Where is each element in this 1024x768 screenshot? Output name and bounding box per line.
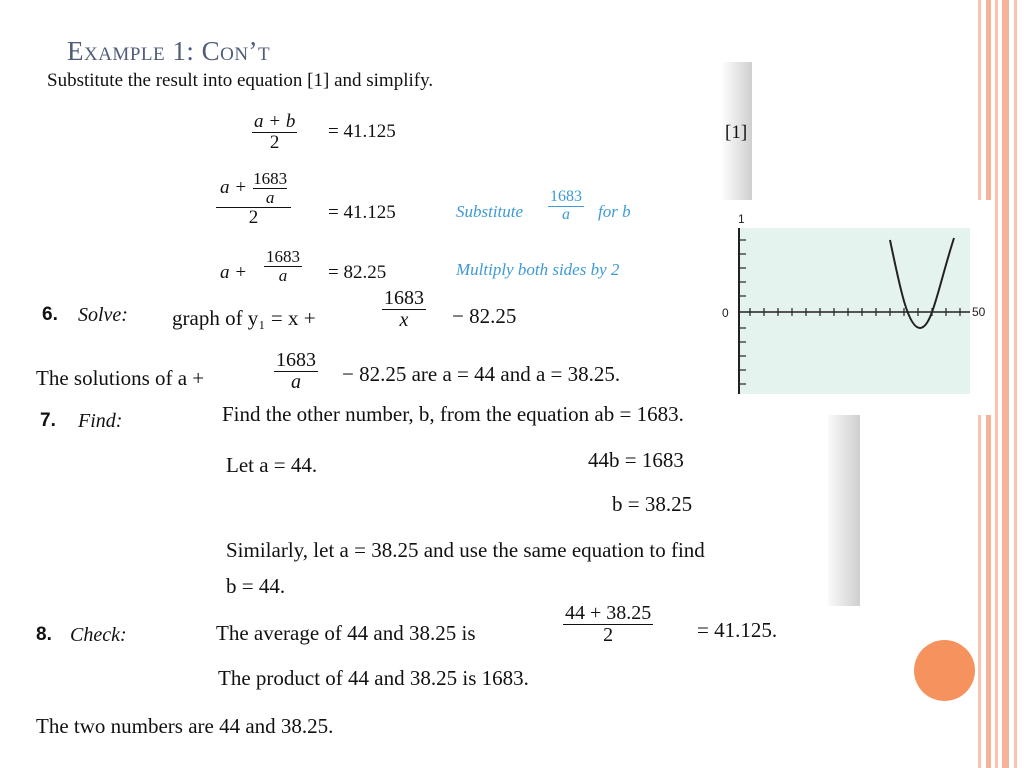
eq3-den: a (278, 265, 288, 285)
eq2-note-fraction (548, 189, 584, 224)
calculator-screen (738, 228, 970, 394)
scan-edge-shadow (828, 410, 860, 606)
eq2-note-tail: for b (598, 202, 631, 221)
solutions-lead: The solutions of a + (36, 366, 205, 390)
eq3-rhs: = 82.25 (328, 262, 387, 283)
eq3-lead: a + (220, 262, 248, 283)
step7-similar-1: Similarly, let a = 38.25 and use the same equation to find (226, 538, 705, 562)
step7-eq-a: 44b = 1683 (588, 448, 684, 472)
step7-eq-b: b = 38.25 (612, 492, 693, 516)
eq2-denominator: 2 (248, 206, 259, 228)
eq2-note-num: 1683 (550, 188, 582, 205)
graph-y-max-label: 1 (738, 212, 745, 226)
eq1-tag: [1] (725, 122, 748, 143)
step8-avg-fraction (563, 603, 653, 646)
solutions-num: 1683 (276, 349, 316, 371)
intro-text: Substitute the result into equation [1] and simplify. (47, 70, 434, 91)
eq1-denominator: 2 (269, 131, 280, 153)
step6-fraction (382, 288, 426, 331)
eq3-num: 1683 (266, 247, 300, 266)
step6-number: 6. (42, 304, 58, 325)
conclusion-text: The two numbers are 44 and 38.25. (36, 714, 334, 738)
accent-dot (914, 640, 975, 701)
graph-plot (740, 228, 970, 394)
eq1-rhs: = 41.125 (328, 121, 396, 142)
step6-label: Solve: (78, 304, 128, 326)
step8-label: Check: (70, 624, 127, 646)
step7-line1: Find the other number, b, from the equation ab = 1683. (222, 402, 684, 426)
eq2-lead: a + (220, 177, 248, 199)
graph-x-max-label: 50 (972, 305, 986, 319)
step6-num: 1683 (384, 287, 424, 309)
solutions-tail: − 82.25 are a = 44 and a = 38.25. (342, 362, 621, 386)
eq2-inner-num: 1683 (253, 169, 288, 188)
step7-similar-2: b = 44. (226, 574, 286, 598)
slide-title: Example 1: Con’t (67, 36, 271, 66)
step7-label: Find: (78, 410, 123, 432)
step6-tail: − 82.25 (452, 304, 517, 328)
eq2-note-den: a (562, 205, 570, 223)
step8-number: 8. (36, 624, 52, 645)
step6-lead: graph of y₁ = x + (172, 306, 316, 330)
eq2-numerator (216, 170, 291, 208)
graph-curve (890, 238, 954, 328)
step8-avg-rhs: = 41.125. (697, 618, 778, 642)
eq3-fraction (264, 248, 302, 285)
eq2-inner-fraction (253, 170, 287, 207)
step7-let: Let a = 44. (226, 453, 318, 477)
eq2-note-lead: Substitute (456, 202, 524, 221)
eq1-numerator: a + b (254, 111, 296, 132)
step8-avg-num: 44 + 38.25 (565, 602, 652, 624)
step8-avg-lead: The average of 44 and 38.25 is (216, 621, 476, 645)
eq2-inner-den: a (265, 187, 275, 207)
graph-x-min-label: 0 (722, 306, 729, 320)
eq2-rhs: = 41.125 (328, 202, 396, 223)
eq1-fraction (252, 112, 297, 153)
step8-product: The product of 44 and 38.25 is 1683. (218, 666, 529, 690)
eq3-note: Multiply both sides by 2 (456, 260, 620, 279)
solutions-fraction (274, 350, 318, 393)
step6-den: x (399, 309, 409, 331)
step7-number: 7. (40, 410, 56, 431)
step8-avg-den: 2 (603, 624, 614, 646)
solutions-den: a (291, 371, 301, 393)
eq2-fraction (216, 170, 291, 228)
